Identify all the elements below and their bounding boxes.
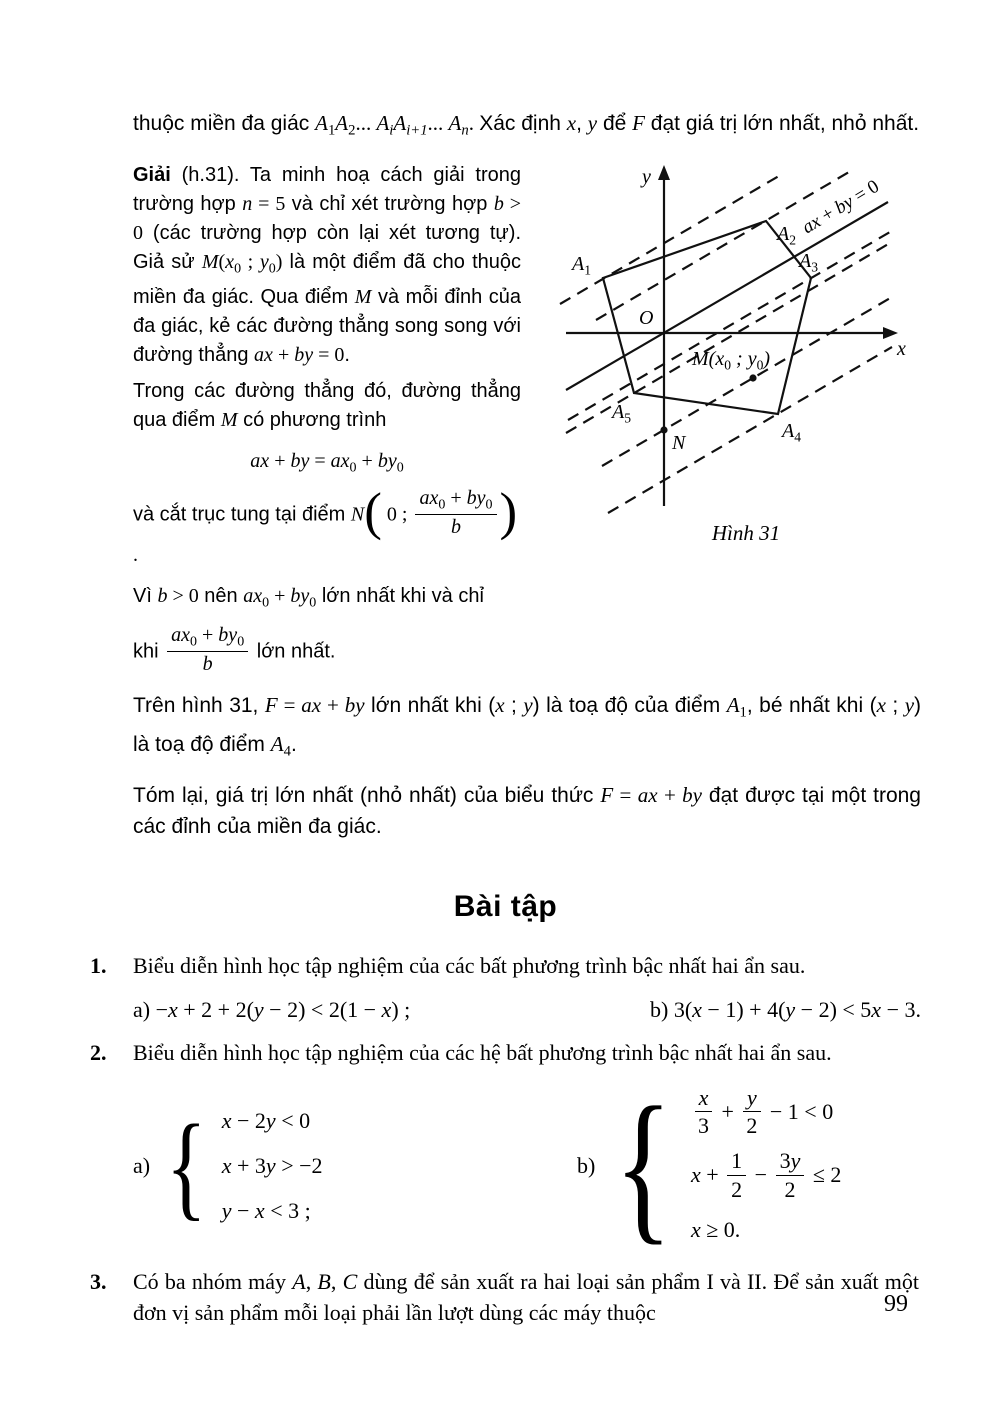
system-b-row-3: x ≥ 0. xyxy=(690,1216,741,1242)
exercise-2-text: Biểu diễn hình học tập nghiệm của các hệ bất phương trình bậc nhất hai ẩn sau. xyxy=(133,1039,832,1065)
dashed-line-through-A1 xyxy=(560,173,784,304)
exercise-1-body xyxy=(133,950,921,1025)
vertex-label-A2: $A_2$ xyxy=(777,222,797,248)
intro-paragraph: thuộc miền đa giác $A_1A_2$... $A_iA_{i+1}$... $A_n$. Xác định x, y để F đạt giá trị lớn nhất, nhỏ nhất. xyxy=(133,111,920,139)
solution-equation: ax + by = $ax_0 + by_0$ xyxy=(250,450,404,476)
figure-canvas xyxy=(546,161,946,516)
exercise-2 xyxy=(90,1037,921,1259)
system-a-row-2: x + 3y > −2 xyxy=(221,1153,323,1179)
system-a-brace: { xyxy=(166,1099,207,1231)
polygon-region xyxy=(603,221,811,414)
solution-section xyxy=(133,157,921,679)
system-b-brace: { xyxy=(614,1072,673,1259)
y-axis-arrow xyxy=(658,165,670,180)
system-a-rows xyxy=(222,1098,323,1233)
point-N-label: N xyxy=(672,431,686,454)
exercise-1 xyxy=(90,950,921,1025)
x-axis-arrow xyxy=(883,327,898,339)
exercise-3 xyxy=(90,1266,921,1328)
exercise-2-systems xyxy=(133,1072,921,1259)
system-a-label: a) xyxy=(133,1153,151,1179)
exercise-3-body xyxy=(133,1266,921,1328)
solution-paragraph-1: Giải (h.31). Ta minh hoạ cách giải trong trường hợp n = 5 và chỉ xét trường hợp b > 0 (các trường hợp còn lại xét tương tự). Giả sử $M(x_0$ ; $y_0$) là một điểm đã cho thuộc miền đa giác. Qua điểm M và mỗi đỉnh của đa giác, kẻ các đường thẳng song song với đường thẳng ax + by = 0. xyxy=(133,163,522,367)
system-b xyxy=(577,1072,842,1259)
system-b-rows xyxy=(691,1082,841,1250)
point-M-label: $M(x_0$ ; $y_0$) xyxy=(692,347,771,373)
point-M-dot xyxy=(749,374,756,381)
exercise-1-items xyxy=(133,994,921,1025)
exercise-1b: b) 3(x − 1) + 4(y − 2) < 5x − 3. xyxy=(650,996,921,1022)
solution-text-column xyxy=(133,157,521,679)
x-axis-label: x xyxy=(897,337,906,360)
vertex-label-A1: $A_1$ xyxy=(572,252,592,278)
point-N-dot xyxy=(660,426,667,433)
exercise-2-body xyxy=(133,1037,921,1259)
solution-paragraph-2: Trong các đường thẳng đó, đường thẳng qua điểm M có phương trình xyxy=(133,380,521,432)
system-a-row-1: x − 2y < 0 xyxy=(221,1108,311,1134)
exercise-3-text: Có ba nhóm máy A, B, C dùng để sản xuất ra hai loại sản phẩm I và II. Để sản xuất một đơn vị sản phẩm mỗi loại phải lần lượt dùng các máy thuộc xyxy=(133,1268,920,1325)
origin-label: O xyxy=(639,306,654,329)
line-equation-label: ax + by = 0 xyxy=(798,175,883,238)
vertex-label-A5: $A_5$ xyxy=(612,400,632,426)
system-b-row-1: $\frac{x}{3}$ + $\frac{y}{2}$ − 1 < 0 xyxy=(691,1087,841,1141)
exercise-1a: a) −x + 2 + 2(y − 2) < 2(1 − x) ; xyxy=(133,996,411,1022)
conclusion-paragraph-2: Tóm lại, giá trị lớn nhất (nhỏ nhất) của biểu thức F = ax + by đạt được tại một trong các đỉnh của miền đa giác. xyxy=(133,782,921,838)
exercises-heading: Bài tập xyxy=(453,889,558,923)
conclusion-paragraph-1: Trên hình 31, F = ax + by lớn nhất khi (x ; y) là toạ độ của điểm $A_1$, bé nhất khi (x ; y) là toạ độ điểm $A_4$. xyxy=(133,693,922,760)
solution-paragraph-3: và cắt trục tung tại điểm N( 0 ; $\frac{ax_0 + by_0}{b}$ ) . xyxy=(133,482,518,567)
exercise-1-number: 1. xyxy=(90,952,107,978)
exercise-1-text: Biểu diễn hình học tập nghiệm của các bất phương trình bậc nhất hai ẩn sau. xyxy=(133,952,806,978)
figure-hinh-31 xyxy=(546,161,946,556)
vertex-label-A3: $A_3$ xyxy=(799,249,819,275)
y-axis-label: y xyxy=(642,165,651,188)
exercise-3-number: 3. xyxy=(90,1268,107,1294)
figure-caption: Hình 31 xyxy=(711,520,781,545)
system-b-label: b) xyxy=(577,1153,596,1179)
page-content xyxy=(90,0,921,1328)
page-number: 99 xyxy=(884,1291,908,1317)
system-b-row-2: x + $\frac{1}{2}$ − $\frac{3y}{2}$ ≤ 2 xyxy=(690,1148,842,1202)
exercise-2-number: 2. xyxy=(90,1039,107,1065)
vertex-label-A4: $A_4$ xyxy=(782,419,802,445)
solution-paragraph-4: Vì b > 0 nên $ax_0 + by_0$ lớn nhất khi và chỉ xyxy=(133,585,484,611)
system-a xyxy=(133,1098,577,1233)
system-a-row-3: y − x < 3 ; xyxy=(221,1198,311,1224)
solution-paragraph-5: khi $\frac{ax_0 + by_0}{b}$ lớn nhất. xyxy=(133,623,336,676)
